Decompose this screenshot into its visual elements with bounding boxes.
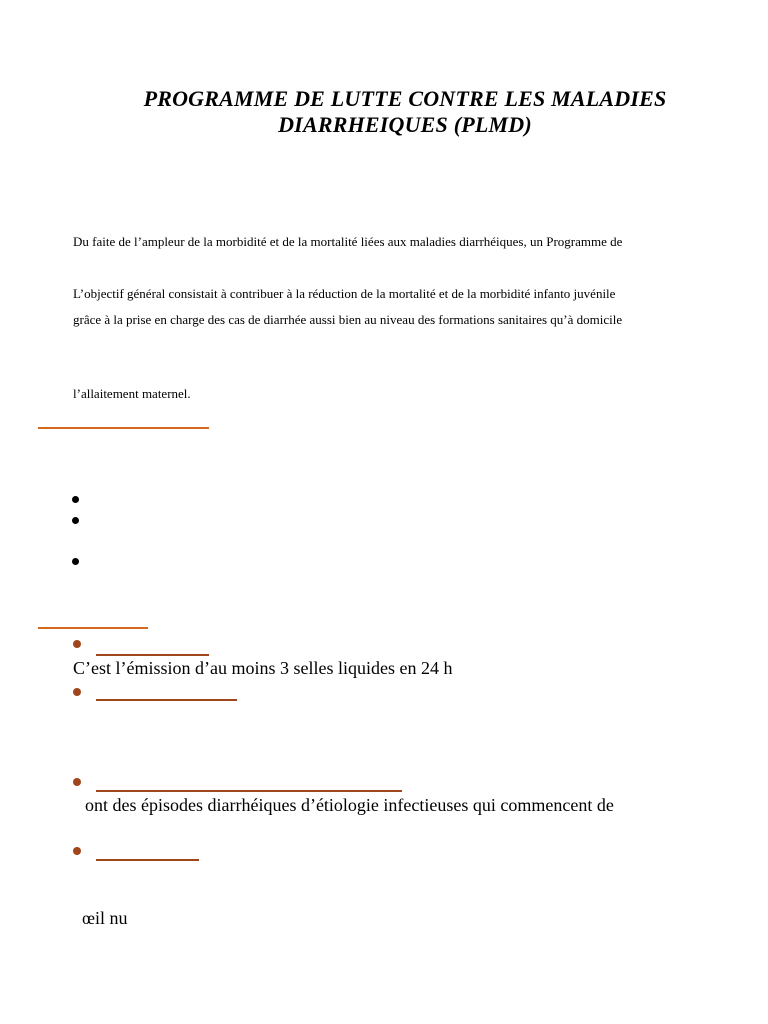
bullet-point	[73, 688, 81, 696]
episodes-text: ont des épisodes diarrhéiques d’étiologie infectieuses qui commencent de	[85, 795, 614, 815]
title-line-2: DIARRHEIQUES (PLMD)	[278, 112, 532, 137]
underlined-heading	[96, 790, 402, 792]
underlined-heading	[96, 654, 209, 656]
bullet-point	[73, 778, 81, 786]
underlined-heading	[96, 859, 199, 861]
document-title	[60, 86, 750, 138]
bullet-point	[72, 496, 79, 503]
section-heading-rule-2	[38, 627, 148, 629]
bullet-point	[73, 847, 81, 855]
paragraph-allaitement: l’allaitement maternel.	[73, 386, 191, 401]
oeil-text: œil nu	[82, 908, 128, 928]
paragraph-objective-line-2: grâce à la prise en charge des cas de diarrhée aussi bien au niveau des formations sanitaires qu’à domicile	[73, 312, 623, 327]
underlined-heading	[96, 699, 237, 701]
paragraph-objective-line-1: L’objectif général consistait à contribuer à la réduction de la mortalité et de la morbidité infanto juvénile	[73, 286, 616, 301]
definition-text: C’est l’émission d’au moins 3 selles liquides en 24 h	[73, 658, 453, 678]
section-heading-rule-1	[38, 427, 209, 429]
bullet-point	[72, 517, 79, 524]
paragraph-intro: Du faite de l’ampleur de la morbidité et de la mortalité liées aux maladies diarrhéiques, un Programme de	[73, 234, 623, 249]
bullet-point	[72, 558, 79, 565]
bullet-point	[73, 640, 81, 648]
title-line-1: PROGRAMME DE LUTTE CONTRE LES MALADIES	[143, 86, 667, 111]
